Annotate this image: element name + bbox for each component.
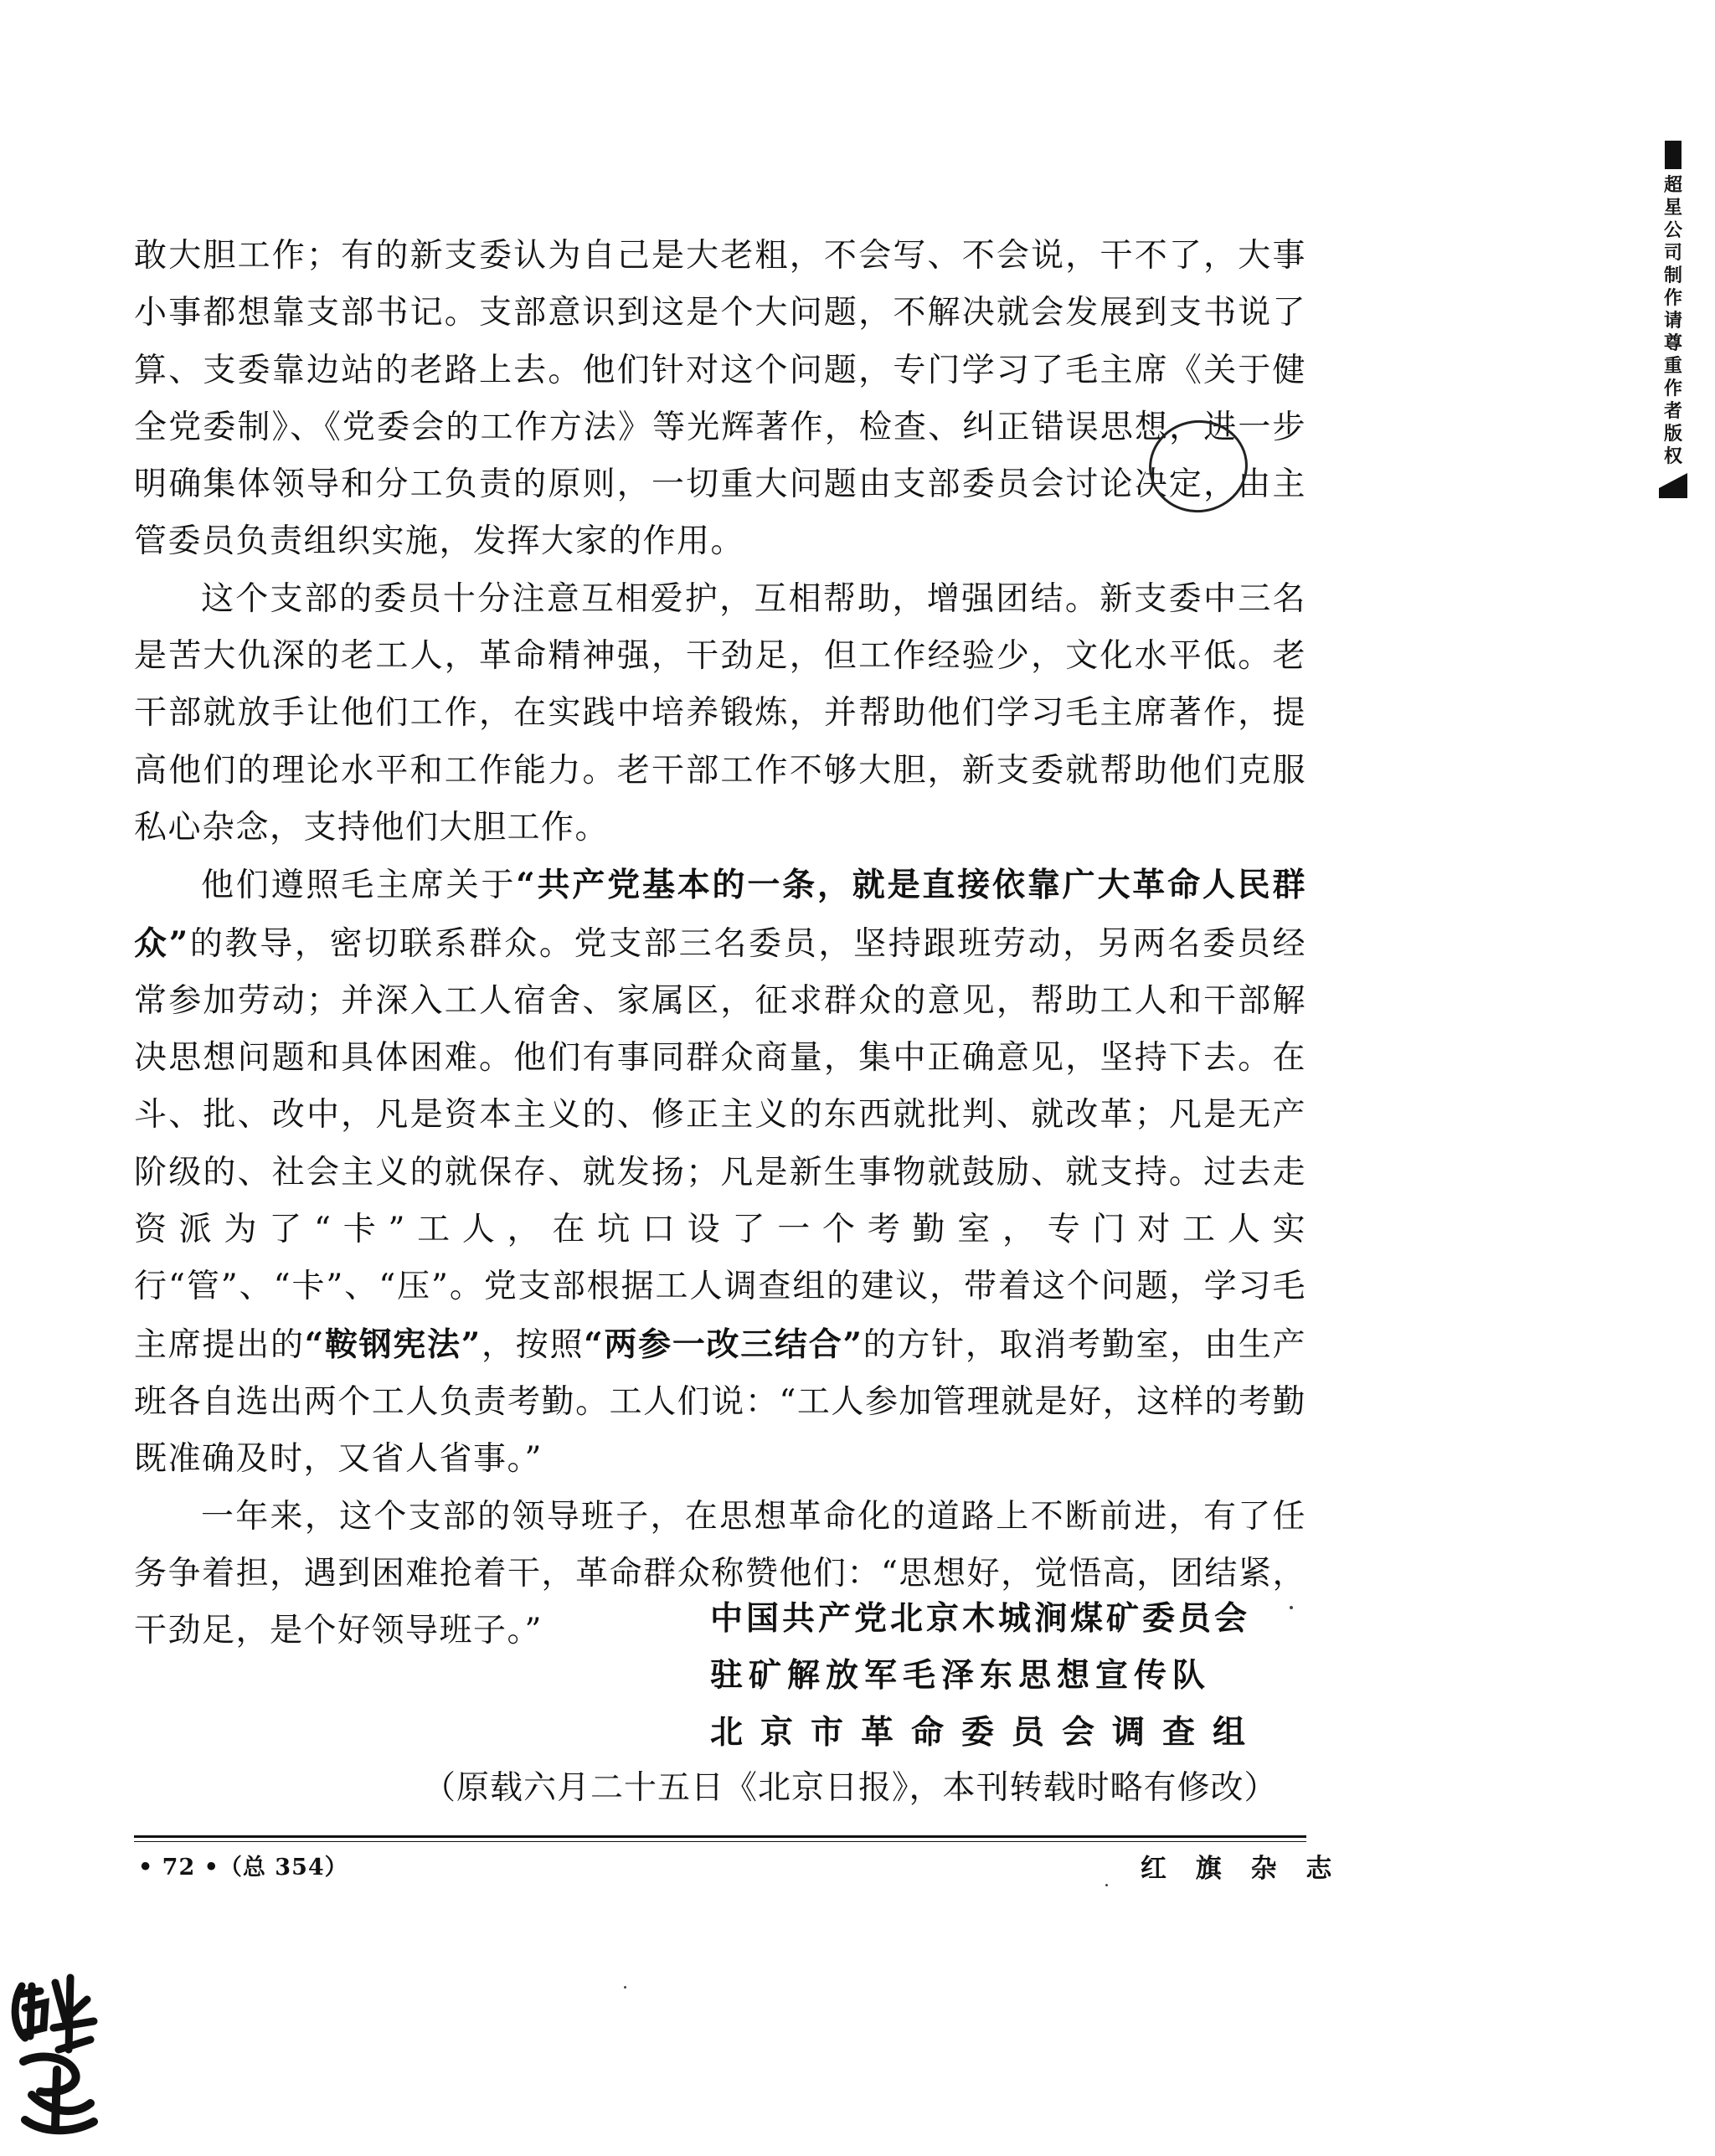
- quoted-emphasis: “共产党基本的一条，就是直接依靠广大革命人民群众”: [134, 866, 1306, 963]
- signature-line-3: 北京市革命委员会调查组: [710, 1713, 1264, 1752]
- paragraph: [134, 571, 1306, 857]
- paragraph: [134, 857, 1306, 1488]
- text-run: 这个支部的委员十分注意互相爱护，互相帮助，增强团结。新支委中三名是苦大仇深的老工人，革命精神强，干劲足，但工作经验少，文化水平低。老干部就放手让他们工作，在实践中培养锻炼，并帮助他们学习毛主席著作，提高他们的理论水平和工作能力。老干部工作不够大胆，新支委就帮助他们克服私心杂念，支持他们大胆工作。: [134, 579, 1306, 846]
- side-watermark-bar-top: [1665, 141, 1682, 169]
- side-watermark-text: 超星公司制作请尊重作者版权: [1663, 175, 1682, 467]
- quoted-emphasis: “鞍钢宪法”: [304, 1325, 482, 1364]
- text-run: ，按照: [481, 1325, 585, 1364]
- text-run: 敢大胆工作；有的新支委认为自己是大老粗，不会写、不会说，干不了，大事小事都想靠支部书记。支部意识到这是个大问题，不解决就会发展到支书说了算、支委靠边站的老路上去。他们针对这个问题，专门学习了毛主席《关于健全党委制》、《党委会的工作方法》等光辉著作，检查、纠正错误思想，进一步明确集体领导和分工负责的原则，一切重大问题由支部委员会讨论决定，由主管委员负责组织实施，发挥大家的作用。: [134, 237, 1306, 561]
- signature-line-2: 驻矿解放军毛泽东思想宣传队: [710, 1656, 1212, 1695]
- text-run: 的教导，密切联系群众。党支部三名委员，坚持跟班劳动，另两名委员经常参加劳动；并深入工人宿舍、家属区，征求群众的意见，帮助工人和干部解决思想问题和具体困难。他们有事同群众商量，集中正确意见，坚持下去。在斗、批、改中，凡是资本主义的、修正主义的东西就批判、就改革；凡是无产阶级的、社会主义的就保存、就发扬；凡是新生事物就鼓励、就支持。过去走资派为了“卡”工人，在坑口设了一个考勤室，专门对工人实行“管”、“卡”、“压”。党支部根据工人调查组的建议，带着这个问题，学习毛主席提出的: [134, 924, 1306, 1364]
- scan-speck: [1105, 1884, 1108, 1886]
- scan-speck: [624, 1986, 626, 1989]
- footer-rule: [134, 1835, 1306, 1838]
- side-watermark-bar-bottom: [1659, 473, 1687, 498]
- footer-rule-thin: [134, 1841, 1306, 1842]
- source-note: （原载六月二十五日《北京日报》，本刊转载时略有修改）: [423, 1769, 1278, 1807]
- signature-line-1: 中国共产党北京木城涧煤矿委员会: [710, 1599, 1251, 1638]
- text-run: 一年来，这个支部的领导班子，在思想革命化的道路上不断前进，有了任务争着担，遇到困难抢着干，革命群众称赞他们：“思想好，觉悟高，团结紧，干劲足，是个好领导班子。”: [134, 1497, 1306, 1650]
- page-number: • 72 •（总 354）: [138, 1855, 348, 1881]
- paragraph: [134, 228, 1306, 571]
- magazine-name: 红 旗 杂 志: [1141, 1854, 1342, 1884]
- article-body: [134, 228, 1306, 1659]
- scan-speck: [1290, 1606, 1293, 1609]
- library-seal-logo: [7, 1969, 106, 2137]
- quoted-emphasis: “两参一改三结合”: [584, 1325, 863, 1364]
- side-watermark: [1654, 141, 1692, 498]
- text-run: 的方针，取消考勤室，由生产班各自选出两个工人负责考勤。工人们说：“工人参加管理就是好，这样的考勤既准确及时，又省人省事。”: [134, 1325, 1306, 1479]
- text-run: 他们遵照毛主席关于: [201, 867, 517, 905]
